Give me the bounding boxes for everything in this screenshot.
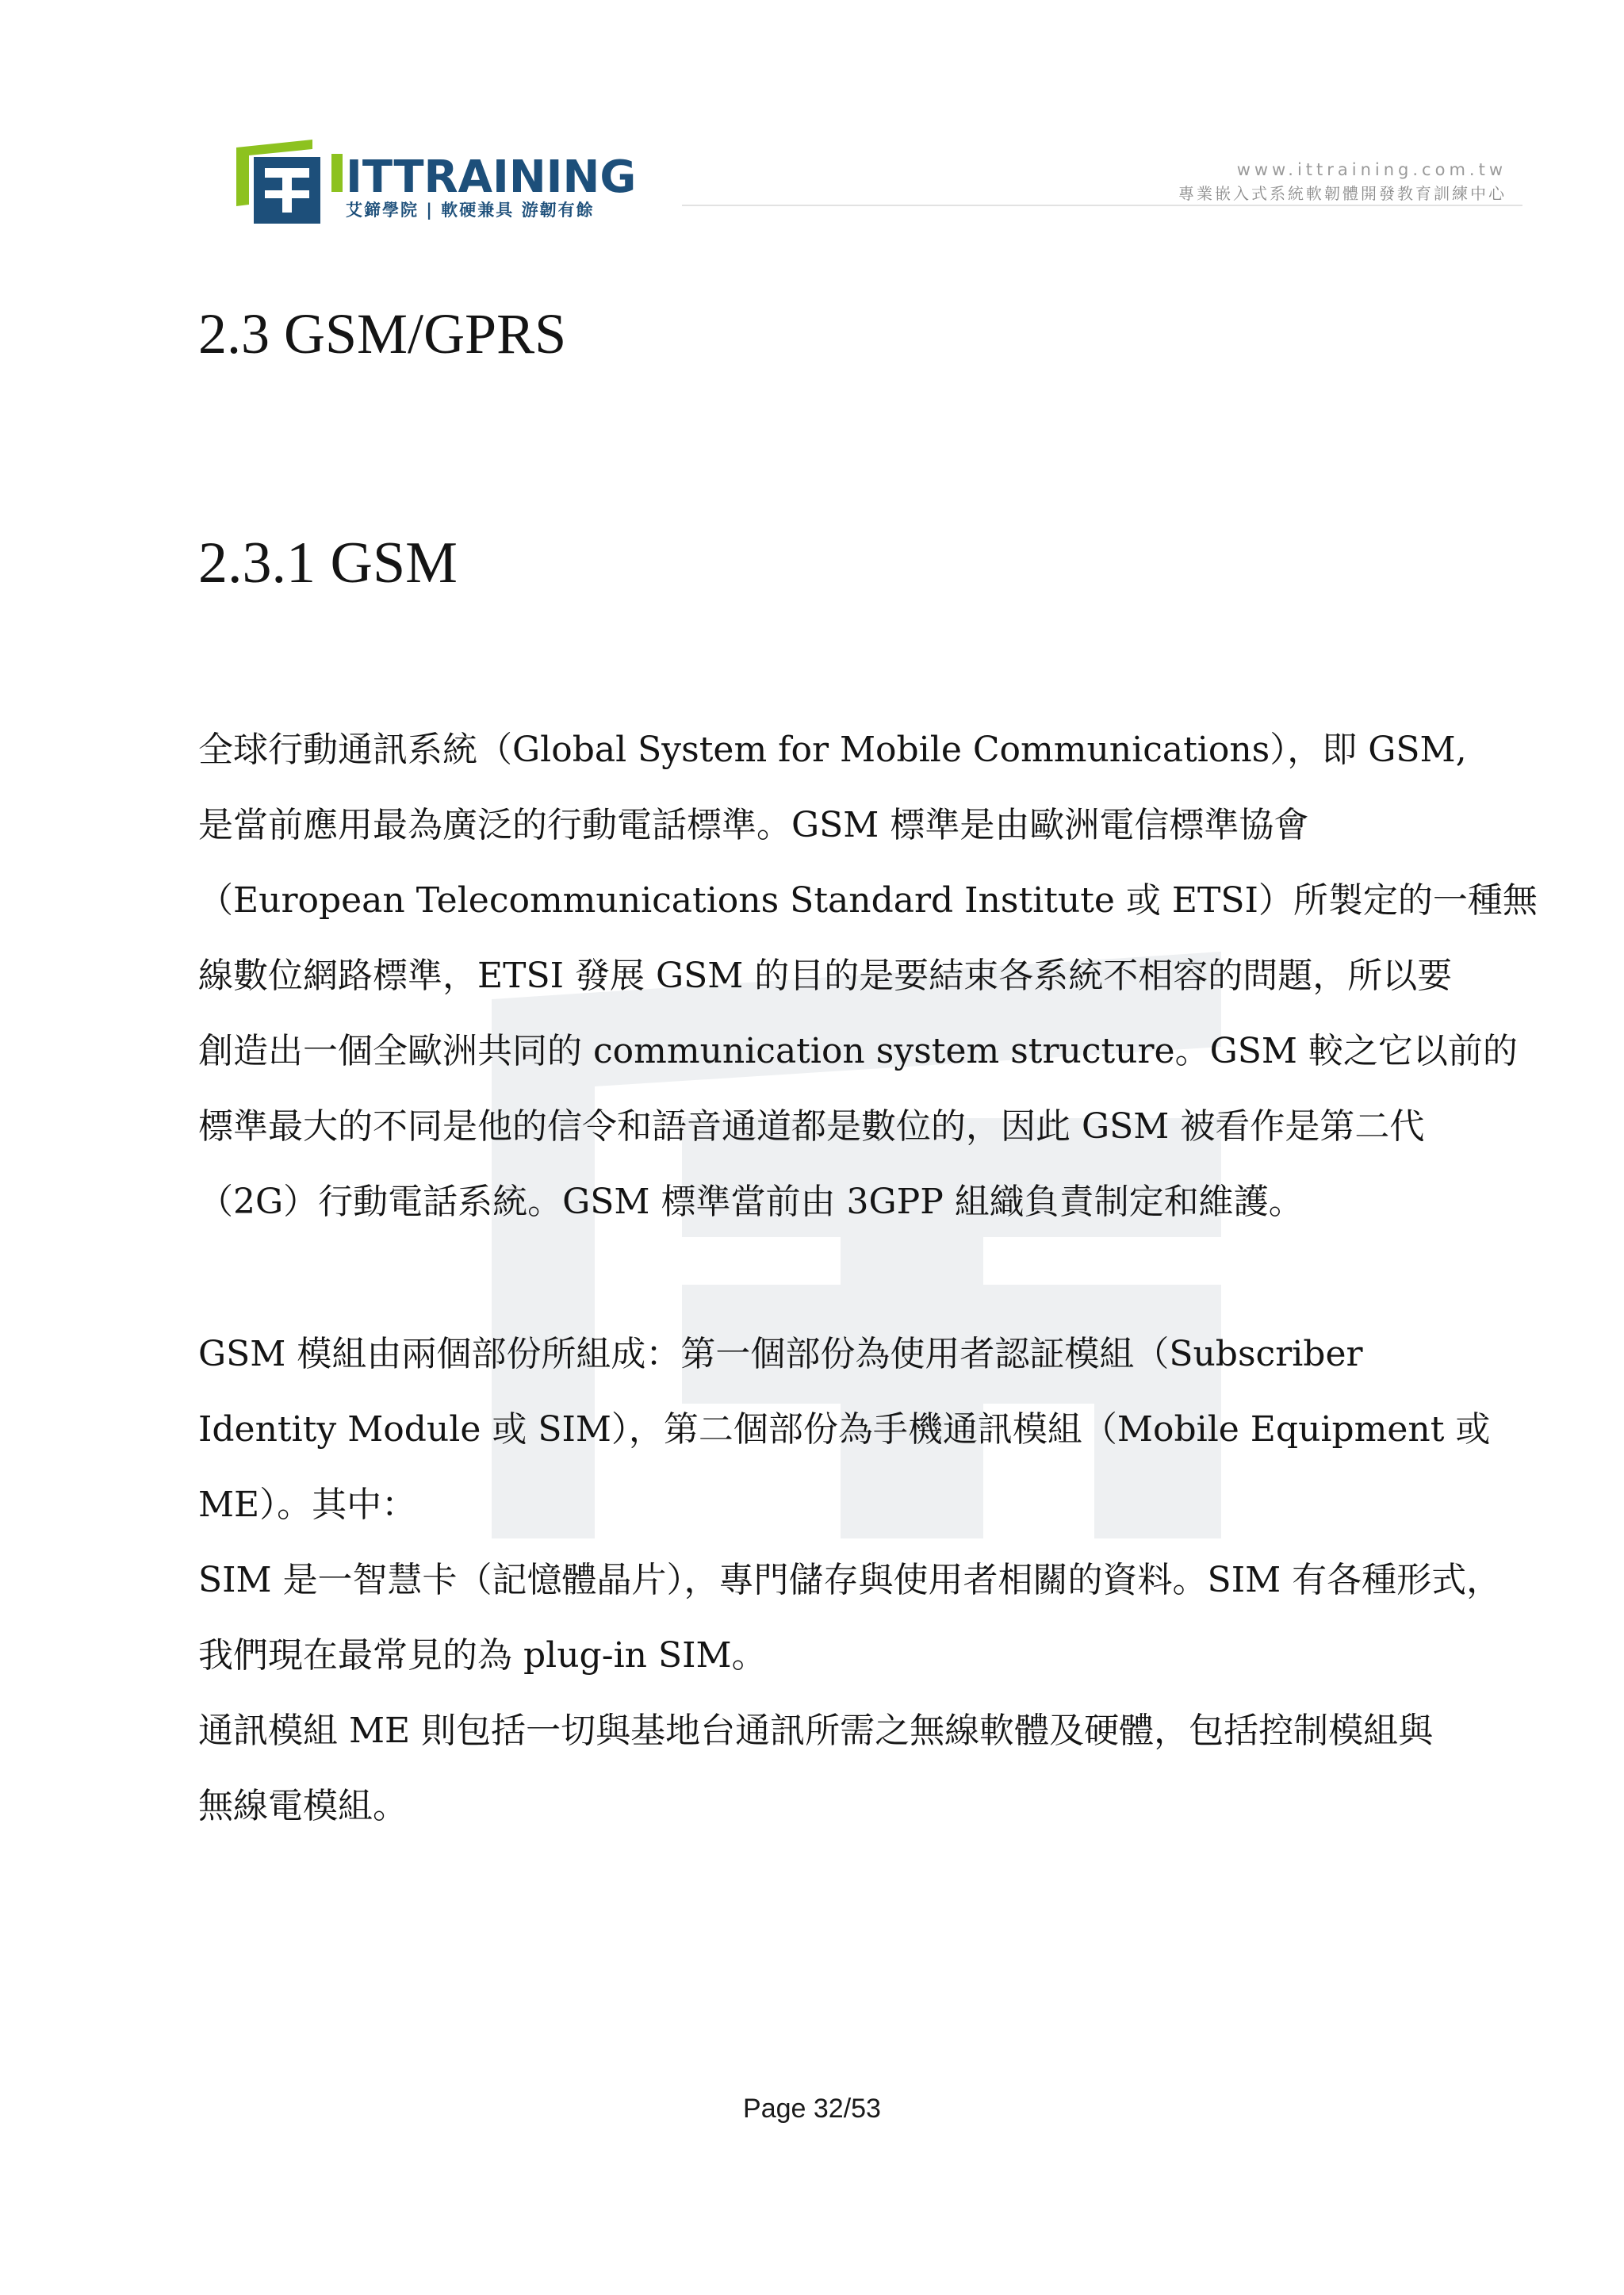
page-number: Page 32/53 [743,2094,881,2124]
site-tagline: 專業嵌入式系統軟韌體開發教育訓練中心 [1178,184,1507,203]
paragraph-line: 無線電模組。 [198,1786,408,1826]
site-url: www.ittraining.com.tw [1236,160,1507,179]
page-header [0,0,1624,254]
section-title: 2.3 GSM/GPRS [198,302,567,366]
paragraph-line: ME）。其中： [198,1485,417,1525]
paragraph-line: 全球行動通訊系統（Global System for Mobile Communications），即 GSM, [198,730,1467,770]
paragraph-line: 線數位網路標準，ETSI 發展 GSM 的目的是要結束各系統不相容的問題，所以要 [198,956,1453,996]
paragraph-line: 是當前應用最為廣泛的行動電話標準。GSM 標準是由歐洲電信標準協會 [198,805,1309,845]
paragraph-line: 我們現在最常見的為 plug-in SIM。 [198,1635,767,1676]
logo-slogan: 艾鍗學院 | 軟硬兼具 游韌有餘 [346,201,595,220]
paragraph-line: Identity Module 或 SIM），第二個部份為手機通訊模組（Mobile Equipment 或 [198,1409,1491,1450]
header-divider [682,205,1522,206]
paragraph-line: （European Telecommunications Standard Institute 或 ETSI）所製定的一種無 [198,880,1538,921]
paragraph-line: （2G）行動電話系統。GSM 標準當前由 3GPP 組織負責制定和維護。 [198,1182,1304,1222]
paragraph-line: 創造出一個全歐洲共同的 communication system structure。GSM 較之它以前的 [198,1031,1518,1071]
paragraph-line: SIM 是一智慧卡（記憶體晶片），專門儲存與使用者相關的資料。SIM 有各種形式， [198,1560,1502,1600]
gsm-module-paragraph [198,1316,1546,1844]
gsm-intro-paragraph [198,712,1546,1239]
paragraph-line: 通訊模組 ME 則包括一切與基地台通訊所需之無線軟體及硬體，包括控制模組與 [198,1711,1434,1751]
logo-wordmark: ITTRAINING [346,151,637,203]
paragraph-line: GSM 模組由兩個部份所組成：第一個部份為使用者認証模組（Subscriber [198,1334,1363,1374]
ittraining-logo [236,140,688,225]
subsection-title: 2.3.1 GSM [198,531,458,596]
paragraph-line: 標準最大的不同是他的信令和語音通道都是數位的，因此 GSM 被看作是第二代 [198,1106,1425,1147]
